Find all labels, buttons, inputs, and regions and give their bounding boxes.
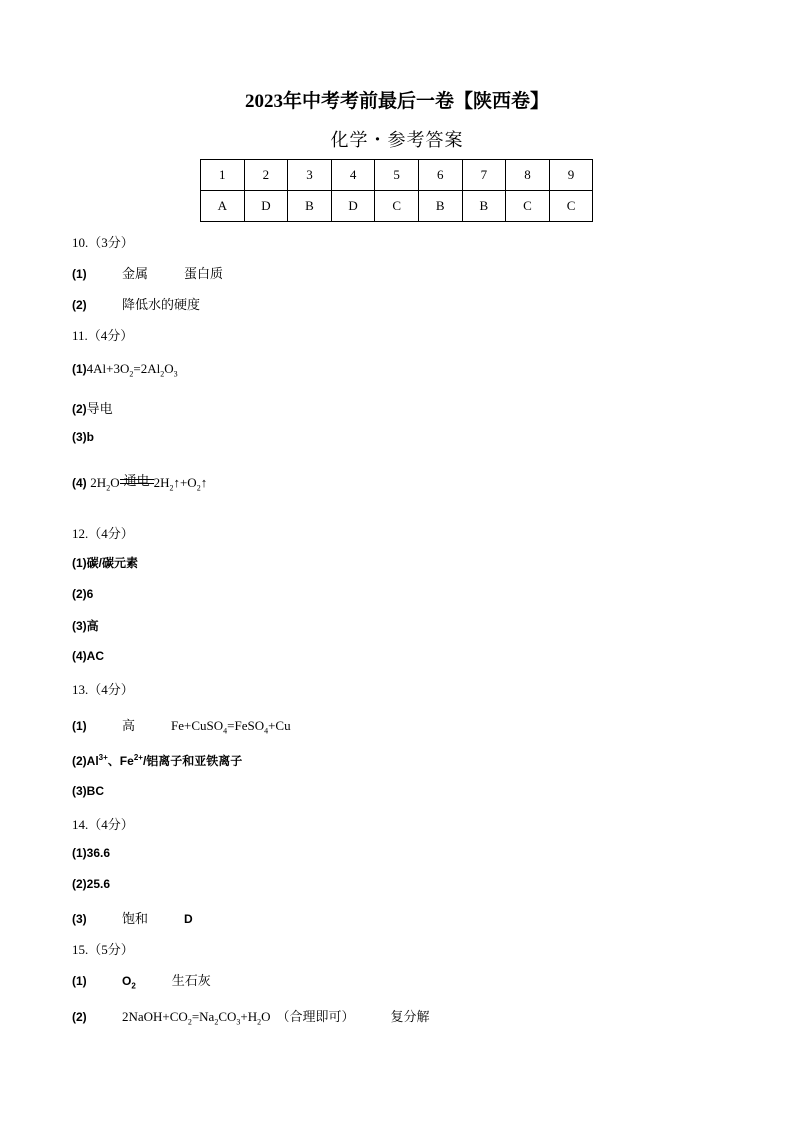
- equation: $4Al+3O_2=2Al_2O_3$: [86, 361, 178, 379]
- question-number-cell: 4: [331, 160, 375, 191]
- q10-part2: [72, 294, 200, 313]
- q10-heading: 10.（3分）: [72, 235, 134, 250]
- q15-heading: 15.（5分）: [72, 942, 134, 957]
- q14-heading: 14.（4分）: [72, 817, 134, 832]
- answer-text: 复分解: [390, 1010, 430, 1025]
- answer-text: (2)6: [72, 587, 94, 601]
- answer-text: (3)高: [72, 619, 99, 633]
- equation: $2NaOH+CO_2=Na_2CO_3+H_2O$: [122, 1009, 271, 1027]
- q11-part4: [72, 475, 207, 493]
- page-subtitle: 化学・参考答案: [330, 130, 464, 151]
- answer-cell: A: [201, 191, 245, 222]
- part-label: (4): [72, 476, 87, 490]
- answer-text: 金属: [122, 267, 149, 282]
- q12-heading: 12.（4分）: [72, 526, 134, 541]
- part-label: (1): [72, 362, 87, 376]
- q11-heading: 11.（4分）: [72, 328, 134, 343]
- equation: $2H_2O$ 通电 $2H_2↑+O_2↑$: [90, 474, 208, 493]
- question-number-cell: 2: [244, 160, 288, 191]
- answer-text: $(2)Al^{3+}$、$Fe^{2+}/$铝离子和亚铁离子: [72, 753, 243, 768]
- answer-text: 导电: [86, 402, 113, 417]
- answer-text: (3)BC: [72, 784, 104, 798]
- q11-part2: [72, 398, 113, 417]
- q13-part2: [72, 752, 242, 769]
- part-label: (1): [72, 974, 87, 988]
- answer-text: (4)AC: [72, 649, 104, 663]
- q12-part1: [72, 554, 138, 571]
- answer-note: （合理即可）: [276, 1010, 355, 1025]
- answer-cell: D: [244, 191, 288, 222]
- question-number-cell: 8: [506, 160, 550, 191]
- q13-part1: [72, 715, 291, 736]
- question-number-cell: 5: [375, 160, 419, 191]
- answer-text: 高: [122, 719, 136, 734]
- part-label: (3): [72, 430, 87, 444]
- part-label: (1): [72, 267, 87, 281]
- q10-part1: [72, 263, 223, 282]
- question-number-cell: 9: [549, 160, 593, 191]
- q11-part3: [72, 429, 94, 444]
- question-number-cell: 7: [462, 160, 506, 191]
- answer-table-answer-row: [201, 191, 593, 222]
- answer-cell: B: [462, 191, 506, 222]
- answer-text: $O_2$: [122, 974, 136, 991]
- equation: Fe+CuSO$_4$=FeSO$_4$+Cu: [171, 718, 291, 736]
- q14-part2: [72, 876, 110, 891]
- part-label: (2): [72, 298, 87, 312]
- answer-text: (1)36.6: [72, 846, 111, 860]
- answer-text: 饱和: [122, 912, 149, 927]
- q14-part1: [72, 845, 110, 860]
- question-number-cell: 1: [201, 160, 245, 191]
- page-title: 2023年中考考前最后一卷【陕西卷】: [244, 91, 549, 112]
- answer-text: (2)25.6: [72, 877, 111, 891]
- answer-text: 降低水的硬度: [122, 298, 201, 313]
- question-number-cell: 6: [418, 160, 462, 191]
- answer-cell: B: [418, 191, 462, 222]
- q15-part2: [72, 1006, 430, 1027]
- q14-part3: [72, 908, 193, 927]
- answer-text: (1)碳/碳元素: [72, 556, 139, 570]
- part-label: (2): [72, 1010, 87, 1024]
- answer-table: [200, 159, 593, 222]
- answer-text: b: [86, 430, 95, 444]
- question-number-cell: 3: [288, 160, 332, 191]
- part-label: (2): [72, 402, 87, 416]
- q11-part1: [72, 361, 178, 379]
- answer-cell: B: [288, 191, 332, 222]
- answer-cell: D: [331, 191, 375, 222]
- answer-text: 生石灰: [171, 974, 211, 989]
- answer-table-number-row: [201, 160, 593, 191]
- q12-part2: [72, 586, 93, 601]
- q12-part4: [72, 648, 104, 663]
- answer-cell: C: [506, 191, 550, 222]
- q13-heading: 13.（4分）: [72, 682, 134, 697]
- part-label: (1): [72, 719, 87, 733]
- answer-text: 蛋白质: [184, 267, 224, 282]
- answer-cell: C: [549, 191, 593, 222]
- q13-part3: [72, 783, 104, 798]
- part-label: (3): [72, 912, 87, 926]
- q15-part1: [72, 970, 211, 990]
- answer-cell: C: [375, 191, 419, 222]
- answer-text: D: [184, 912, 193, 926]
- q12-part3: [72, 617, 99, 634]
